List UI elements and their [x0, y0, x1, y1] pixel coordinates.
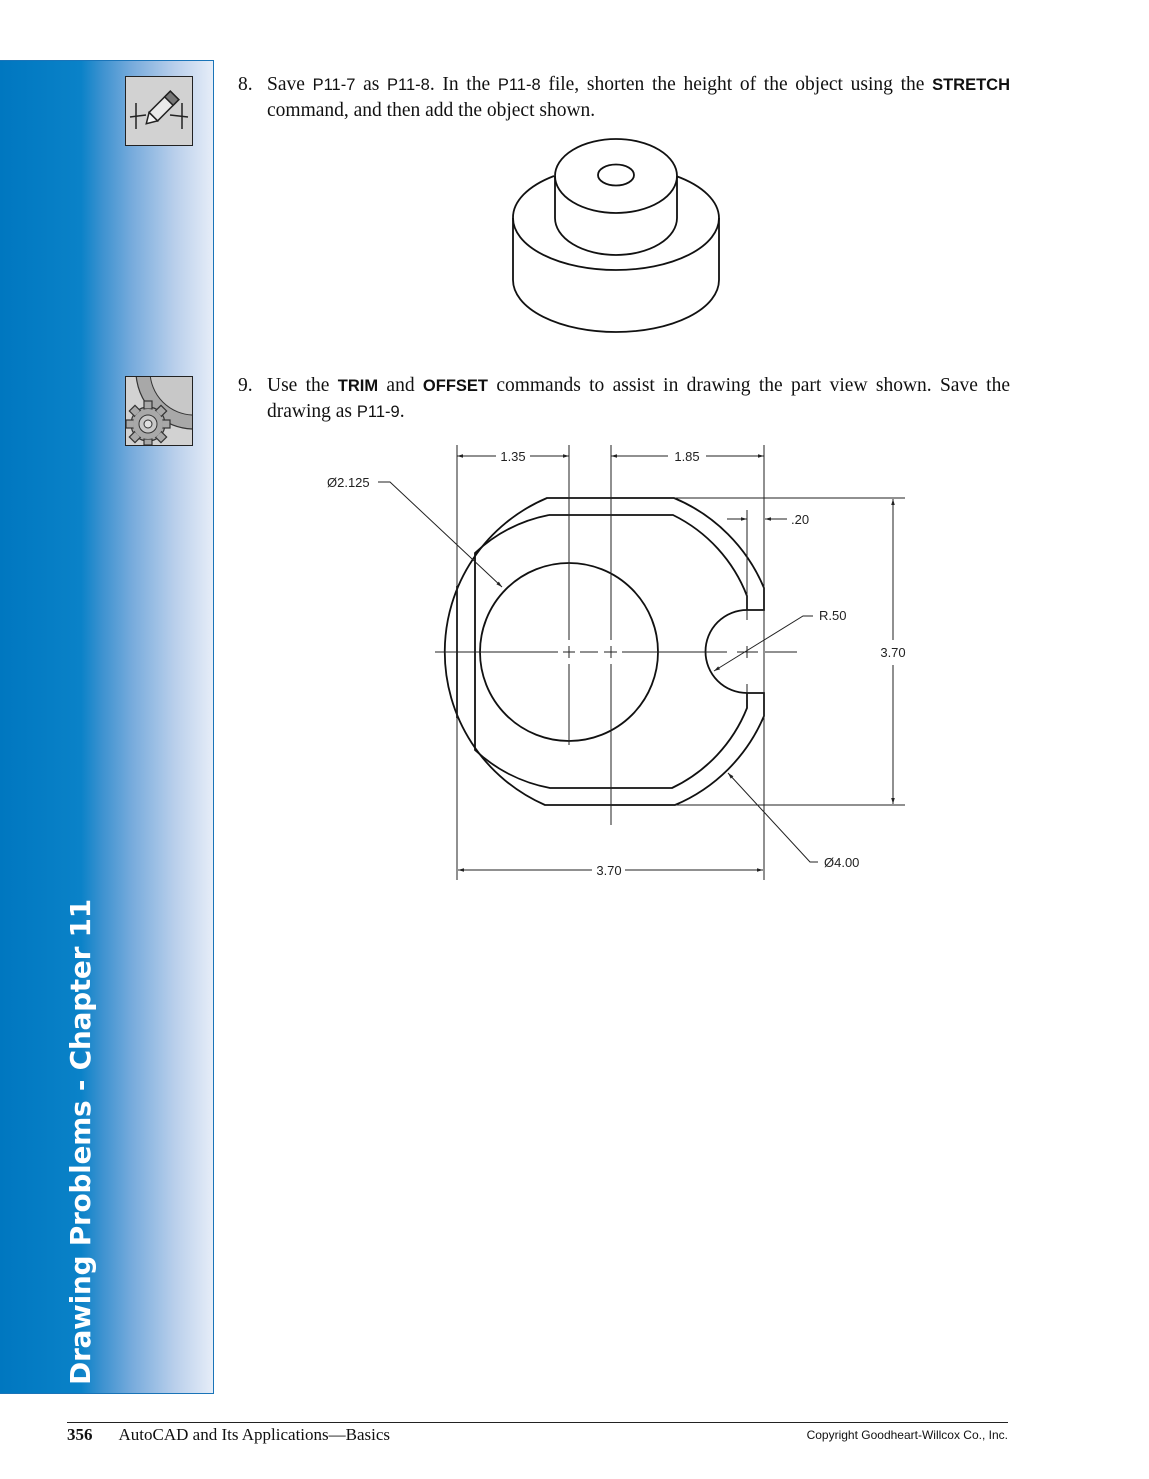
chapter-label: Drawing Problems - Chapter 11	[64, 899, 97, 1385]
command-name: OFFSET	[422, 377, 488, 395]
problem-number: 9.	[238, 375, 253, 396]
dim-dia-2-125: Ø2.125	[327, 475, 370, 490]
filename: P11-9	[356, 403, 400, 421]
page-number: 356	[67, 1425, 93, 1444]
copyright: Copyright Goodheart-Willcox Co., Inc.	[806, 1428, 1008, 1442]
footer-rule	[67, 1422, 1008, 1423]
dim-1-35: 1.35	[500, 449, 526, 464]
problem-text: Save P11-7 as P11-8. In the P11-8 file, shorten the height of the object using the STRETCH command, and then add the object shown.	[267, 74, 1010, 121]
command-name: STRETCH	[932, 76, 1010, 94]
problem-number: 8.	[238, 74, 253, 95]
dim-1-85: 1.85	[674, 449, 700, 464]
dim-r50: R.50	[819, 608, 847, 623]
book-title: AutoCAD and Its Applications—Basics	[118, 1425, 391, 1444]
filename: P11-8	[497, 76, 541, 94]
dim-offset-20: .20	[791, 512, 810, 527]
filename: P11-7	[312, 76, 356, 94]
problem-text: Use the TRIM and OFFSET commands to assist in drawing the part view shown. Save the drawing as P11-9.	[267, 375, 1011, 422]
command-name: TRIM	[337, 377, 379, 395]
dim-width-3-70: 3.70	[596, 863, 622, 878]
filename: P11-8	[387, 76, 430, 94]
dim-dia-4-00: Ø4.00	[824, 855, 860, 870]
footer-left	[67, 1425, 390, 1445]
dim-height-3-70: 3.70	[880, 645, 906, 660]
